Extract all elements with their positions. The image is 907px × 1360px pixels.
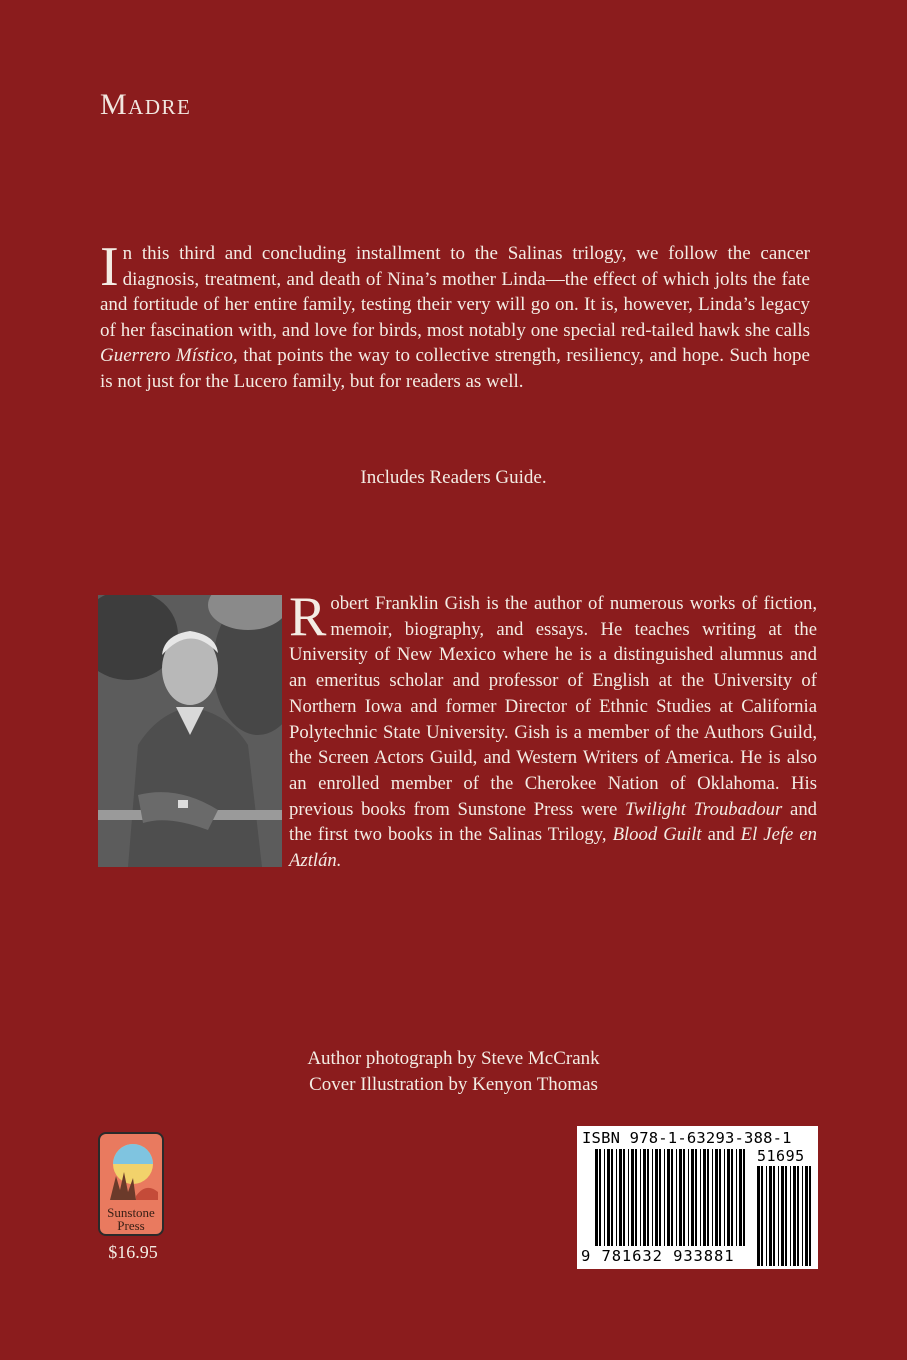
barcode-bar bbox=[781, 1166, 784, 1266]
barcode-bar bbox=[640, 1149, 641, 1246]
barcode-bar bbox=[595, 1149, 598, 1246]
barcode-bar bbox=[616, 1149, 617, 1246]
bio-dropcap: R bbox=[289, 586, 327, 648]
sunstone-logo-icon bbox=[100, 1134, 162, 1204]
bio-text-3: and bbox=[701, 824, 741, 846]
barcode-bar bbox=[647, 1149, 649, 1246]
barcode-bar bbox=[727, 1149, 730, 1246]
author-photo bbox=[98, 595, 282, 867]
barcode-bar bbox=[655, 1149, 658, 1246]
publisher-logo bbox=[98, 1132, 164, 1236]
barcode-bar bbox=[731, 1149, 733, 1246]
ean5-label: 51695 bbox=[757, 1147, 805, 1165]
barcode-bar bbox=[659, 1149, 661, 1246]
credits bbox=[0, 1046, 907, 1098]
book-title: Madre bbox=[100, 88, 192, 121]
photo-credit: Author photograph by Steve McCrank bbox=[307, 1048, 600, 1069]
barcode-bar bbox=[631, 1149, 634, 1246]
blurb-dropcap: I bbox=[100, 236, 119, 298]
barcode-bar bbox=[671, 1149, 673, 1246]
barcode-bar bbox=[773, 1166, 775, 1266]
barcode-bar bbox=[611, 1149, 613, 1246]
barcode-bar bbox=[805, 1166, 808, 1266]
barcode-bar bbox=[683, 1149, 685, 1246]
illustration-credit: Cover Illustration by Kenyon Thomas bbox=[309, 1074, 598, 1095]
bio-book-title-1: Twilight Troubadour bbox=[625, 798, 783, 820]
barcode-bar bbox=[712, 1149, 713, 1246]
blurb-hawk-name: Guerrero Místico, bbox=[100, 345, 238, 366]
barcode-bar bbox=[766, 1166, 767, 1266]
barcode-bar bbox=[809, 1166, 811, 1266]
isbn-label: ISBN 978-1-63293-388-1 bbox=[582, 1129, 792, 1147]
barcode-bar bbox=[793, 1166, 796, 1266]
blurb-text-2: that points the way to collective strength, resiliency, and hope. Such hope is not just for the Lucero family, but for readers as well. bbox=[100, 345, 810, 392]
readers-guide-note: Includes Readers Guide. bbox=[360, 467, 547, 488]
bio-book-title-2: Blood Guilt bbox=[612, 824, 702, 846]
barcode-bar bbox=[715, 1149, 718, 1246]
bio-book-title-3: El Jefe en Aztlán. bbox=[289, 824, 817, 872]
barcode-bar bbox=[604, 1149, 605, 1246]
barcode-bar bbox=[695, 1149, 697, 1246]
barcode-bar bbox=[691, 1149, 694, 1246]
barcode-bar bbox=[700, 1149, 701, 1246]
barcode-bar bbox=[743, 1149, 745, 1246]
barcode-bar bbox=[628, 1149, 629, 1246]
barcode-bar bbox=[797, 1166, 799, 1266]
barcode-bar bbox=[724, 1149, 725, 1246]
isbn-barcode bbox=[577, 1126, 818, 1269]
publisher-name-1: Sunstone bbox=[107, 1205, 155, 1220]
bio-text-2: and the first two books in the Salinas Trilogy, bbox=[289, 798, 818, 846]
barcode-bar bbox=[719, 1149, 721, 1246]
barcode-bar bbox=[778, 1166, 779, 1266]
barcode-bar bbox=[736, 1149, 737, 1246]
barcode-bar bbox=[785, 1166, 787, 1266]
author-bio bbox=[289, 586, 818, 874]
barcode-bar bbox=[599, 1149, 601, 1246]
barcode-bar bbox=[619, 1149, 622, 1246]
ean13-digits: 9 781632 933881 bbox=[581, 1247, 735, 1265]
barcode-bar bbox=[707, 1149, 709, 1246]
barcode-bar bbox=[623, 1149, 625, 1246]
barcode-bar bbox=[679, 1149, 682, 1246]
barcode-bar bbox=[643, 1149, 646, 1246]
barcode-bar bbox=[652, 1149, 653, 1246]
barcode-bar bbox=[703, 1149, 706, 1246]
barcode-bar bbox=[790, 1166, 791, 1266]
barcode-bar bbox=[676, 1149, 677, 1246]
barcode-bar bbox=[667, 1149, 670, 1246]
barcode-bar bbox=[739, 1149, 742, 1246]
barcode-bar bbox=[802, 1166, 803, 1266]
barcode-bar bbox=[769, 1166, 772, 1266]
blurb-paragraph bbox=[100, 236, 810, 394]
barcode-bar bbox=[688, 1149, 689, 1246]
barcode-bar bbox=[607, 1149, 610, 1246]
barcode-bar bbox=[664, 1149, 665, 1246]
bio-text-1: obert Franklin Gish is the author of numerous works of fiction, memoir, biography, and essays. He teaches writing at the University of New Mexico where he is a distinguished alumnus and an emeritus scholar and professor of English at the University of Northern Iowa and former Director of Ethnic Studies at California Polytechnic State University. Gish is a member of the Authors Guild, the Screen Actors Guild, and Western Writers of America. He is also an enrolled member of the Cherokee Nation of Oklahoma. His previous books from Sunstone Press were bbox=[289, 593, 817, 820]
barcode-bar bbox=[761, 1166, 763, 1266]
barcode-bar bbox=[635, 1149, 637, 1246]
barcode-bar bbox=[757, 1166, 760, 1266]
price: $16.95 bbox=[108, 1242, 158, 1262]
publisher-name-2: Press bbox=[117, 1218, 145, 1233]
blurb-text-1: n this third and concluding installment to the Salinas trilogy, we follow the cancer diagnosis, treatment, and death of Nina’s mother Linda—the effect of which jolts the fate and fortitude of her entire family, testing their very will go on. It is, however, Linda’s legacy of her fascination with, and love for birds, most notably one special red-tailed hawk she calls bbox=[100, 243, 810, 341]
